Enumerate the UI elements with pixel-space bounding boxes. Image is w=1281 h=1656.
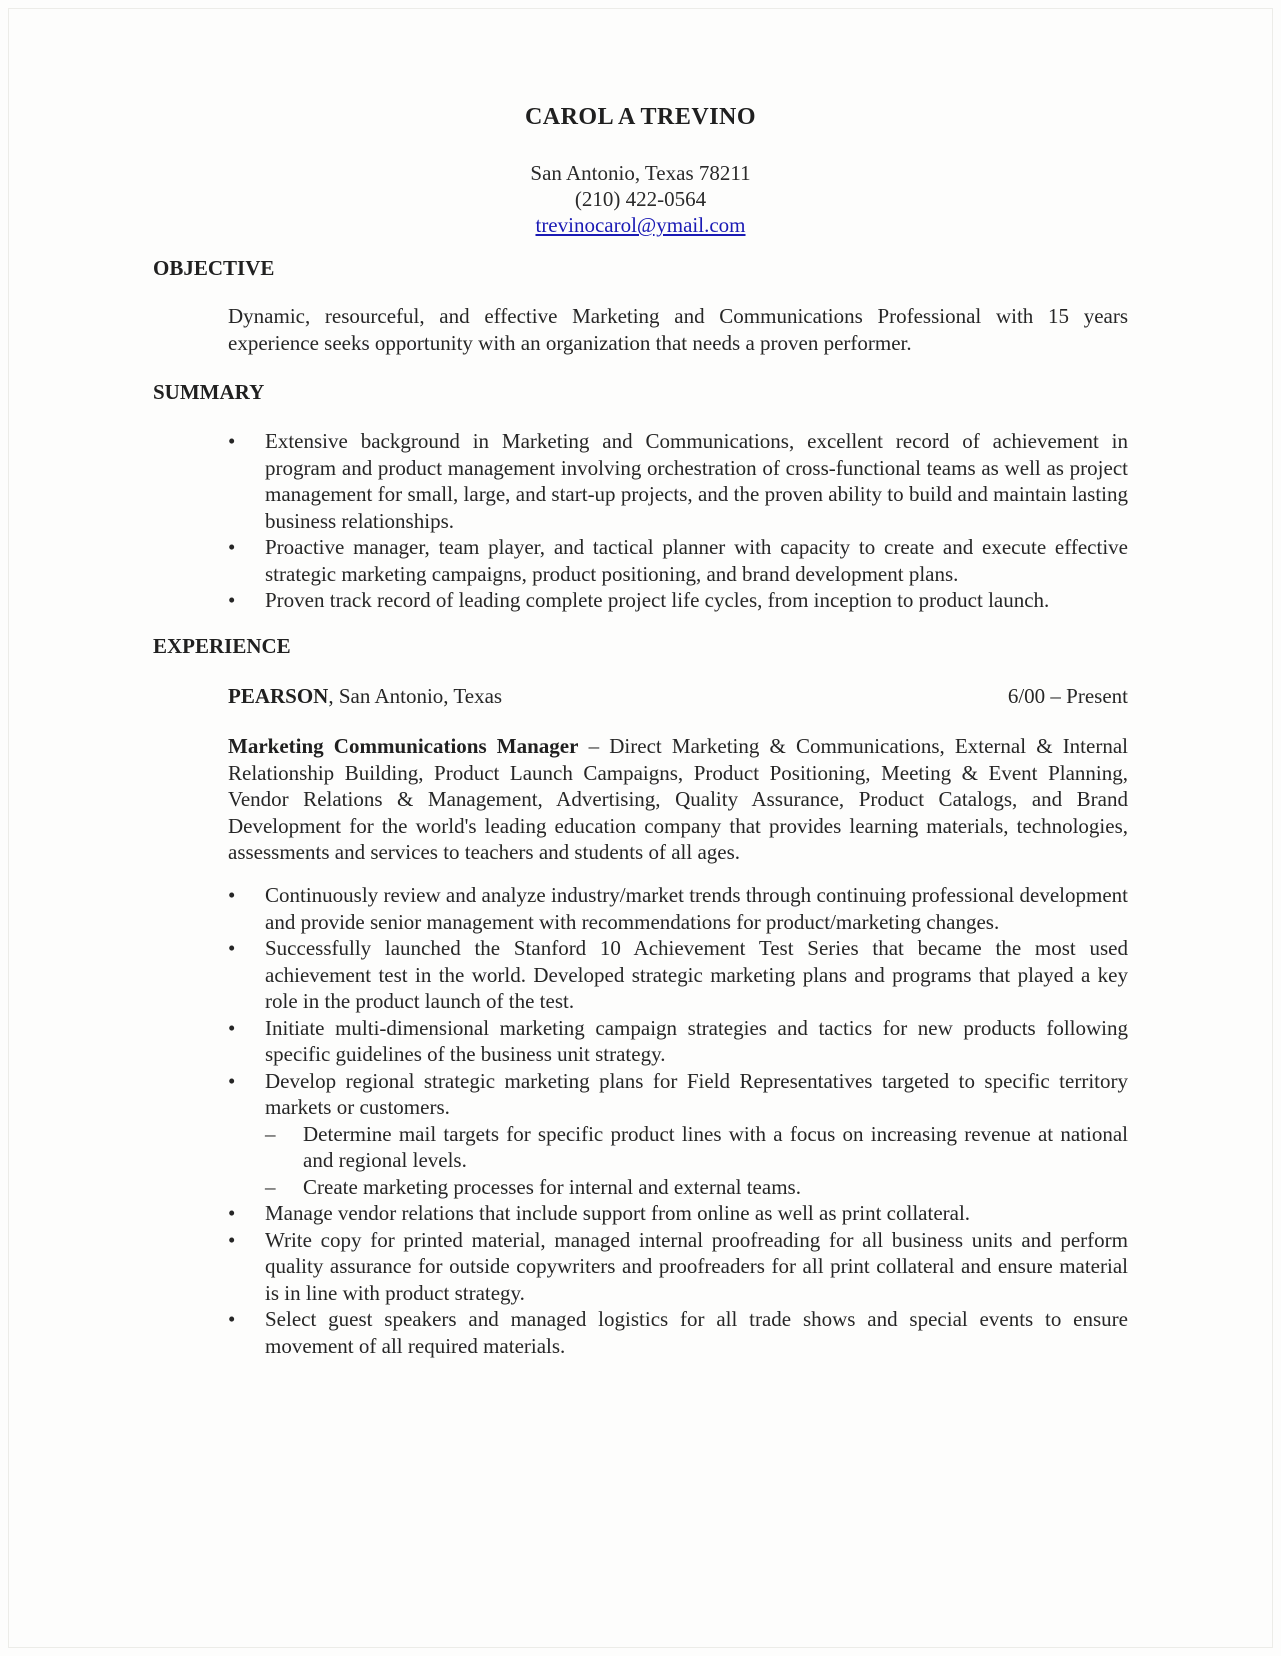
- list-item: [228, 1227, 1128, 1307]
- contact-city: San Antonio, Texas 78211: [530, 161, 751, 185]
- bullet-icon: •: [228, 883, 236, 907]
- bullet-icon: •: [228, 588, 236, 612]
- job-employer: [228, 684, 502, 709]
- job-bullet-text: Select guest speakers and managed logistics for all trade shows and special events to ensure movement of all required materials.: [265, 1307, 1128, 1358]
- list-item: [228, 1015, 1128, 1068]
- objective-text: Dynamic, resourceful, and effective Marketing and Communications Professional with 15 years experience seeks opportunity with an organization that needs a proven performer.: [228, 304, 1128, 355]
- contact-email: [0, 213, 1281, 238]
- job-location: , San Antonio, Texas: [328, 684, 503, 708]
- job-bullets: [228, 882, 1128, 1359]
- contact-phone: (210) 422-0564: [574, 187, 707, 211]
- job-dates: 6/00 – Present: [1007, 684, 1128, 708]
- dash-icon: –: [265, 1121, 276, 1146]
- sub-list-item: [265, 1174, 1128, 1201]
- summary-item-text: Extensive background in Marketing and Communications, excellent record of achievement in program and product management involving orchestration of cross-functional teams as well as project management for small, large, and start-up projects, and the proven ability to build and maintain lasting business relationships.: [265, 429, 1128, 533]
- sub-bullet-text: Create marketing processes for internal and external teams.: [303, 1174, 801, 1199]
- dash-icon: –: [265, 1174, 276, 1199]
- summary-list: [228, 428, 1128, 614]
- list-item: [228, 1068, 1128, 1201]
- list-item: [228, 428, 1128, 534]
- list-item: [228, 882, 1128, 935]
- sub-bullet-list: [265, 1121, 1128, 1201]
- job-bullet-text: Continuously review and analyze industry/market trends through continuing professional development and provide senior management with recommendations for product/marketing changes.: [265, 883, 1128, 934]
- list-item: [228, 1200, 1128, 1227]
- bullet-icon: •: [228, 1015, 236, 1040]
- job-bullet-text: Develop regional strategic marketing plans for Field Representatives targeted to specific territory markets or customers.: [265, 1068, 1128, 1119]
- job-bullet-text: Initiate multi-dimensional marketing campaign strategies and tactics for new products following specific guidelines of the business unit strategy.: [265, 1015, 1128, 1066]
- bullet-icon: •: [228, 429, 236, 453]
- experience-heading: EXPERIENCE: [153, 634, 291, 658]
- bullet-icon: •: [228, 1201, 236, 1225]
- bullet-icon: •: [228, 936, 236, 960]
- job-bullet-text: Manage vendor relations that include support from online as well as print collateral.: [265, 1201, 971, 1225]
- job-company: PEARSON: [228, 684, 329, 708]
- job-summary: [228, 733, 1128, 866]
- job-title: Marketing Communications Manager: [228, 734, 579, 758]
- list-item: [228, 534, 1128, 587]
- candidate-name: CAROL A TREVINO: [524, 104, 757, 130]
- sub-bullet-text: Determine mail targets for specific product lines with a focus on increasing revenue at national and regional levels.: [303, 1121, 1128, 1172]
- email-link[interactable]: trevinocarol@ymail.com: [535, 213, 746, 237]
- job-header: [228, 684, 1128, 709]
- summary-item-text: Proven track record of leading complete project life cycles, from inception to product launch.: [265, 588, 1050, 612]
- job-bullet-text: Successfully launched the Stanford 10 Achievement Test Series that became the most used achievement test in the world. Developed strategic marketing plans and programs that played a key role in the product launch of the test.: [265, 936, 1128, 1013]
- job-bullet-text: Write copy for printed material, managed internal proofreading for all business units and perform quality assurance for outside copywriters and proofreaders for all print collateral and ensure material is in line with product strategy.: [265, 1227, 1128, 1305]
- bullet-icon: •: [228, 1307, 236, 1331]
- summary-item-text: Proactive manager, team player, and tactical planner with capacity to create and execute effective strategic marketing campaigns, product positioning, and brand development plans.: [265, 535, 1128, 586]
- list-item: [228, 935, 1128, 1015]
- list-item: [228, 587, 1128, 614]
- objective-heading: OBJECTIVE: [153, 256, 275, 280]
- list-item: [228, 1306, 1128, 1359]
- job-description: – Direct Marketing & Communications, External & Internal Relationship Building, Product Launch Campaigns, Product Positioning, Meeting & Event Planning, Vendor Relations & Management, Advertising, Quality Assurance, Product Catalogs, and Brand Development for the world's leading education company that provides learning materials, technologies, assessments and services to teachers and students of all ages.: [228, 734, 1128, 864]
- sub-list-item: [265, 1121, 1128, 1174]
- bullet-icon: •: [228, 1068, 236, 1093]
- bullet-icon: •: [228, 1227, 236, 1252]
- bullet-icon: •: [228, 535, 236, 559]
- summary-heading: SUMMARY: [153, 380, 265, 404]
